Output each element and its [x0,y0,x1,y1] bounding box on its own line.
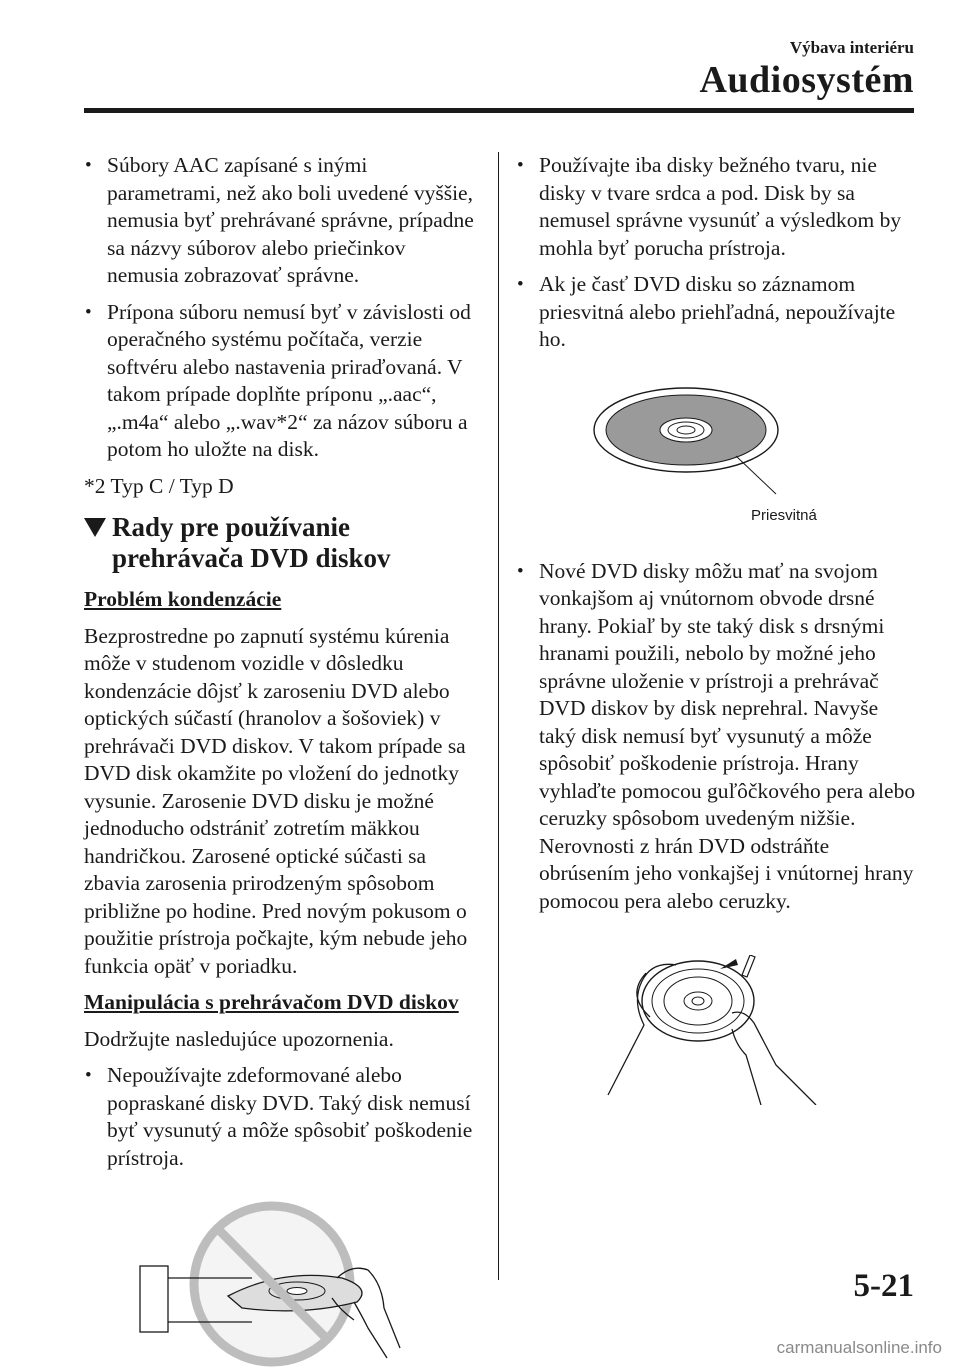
footnote: *2 Typ C / Typ D [84,473,234,498]
column-divider [498,152,499,1280]
list-item: • Ak je časť DVD disku so záznamom priesvitná alebo priehľadná, nepoužívajte ho. [516,271,916,354]
left-column [84,152,480,1368]
list-item: • Nepoužívajte zdeformované alebo popraskané disky DVD. Taký disk nemusí byť vysunutý a môže spôsobiť poškodenie prístroja. [84,1062,480,1172]
section-name: Výbava interiéru [789,38,914,57]
paragraph-handling: Dodržujte nasledujúce upozornenia. [84,1026,394,1051]
subheading-condensation: Problém kondenzácie [84,587,282,611]
list-item: • Používajte iba disky bežného tvaru, nie disky v tvare srdca a pod. Disk by sa nemusel správne vysunúť a výsledkom by mohla byť porucha prístroja. [516,152,916,262]
right-hand-icon [732,1012,816,1105]
list-item: • Nové DVD disky môžu mať na svojom vonkajšom aj vnútornom obvode drsné hrany. Pokiaľ by ste taký disk s drsnými hranami použili, nebolo by možné jeho správne uloženie v prístroji a prehrávač DVD diskov by disk neprehral. Navyše taký disk nemusí byť vysunutý a môže spôsobiť poškodenie prístroja. Hrany vyhlaďte pomocou guľôčkového pera alebo ceruzky spôsobom uvedeným nižšie. Nerovnosti z hrán DVD odstráňte obrúsením jeho vonkajšej i vnútornej hrany pomocou pera alebo ceruzky. [516,558,916,916]
triangle-marker-icon [84,518,106,537]
section-heading [84,512,480,574]
subheading-handling: Manipulácia s prehrávačom DVD diskov [84,990,459,1014]
right-column [516,152,916,1105]
translucent-disc-illustration [586,382,846,532]
header-rule [84,108,914,113]
figure-label: Priesvitná [751,506,817,524]
watermark: carmanualsonline.info [776,1338,942,1357]
list-item: • Súbory AAC zapísané s inými parametrami, než ako boli uvedené vyššie, nemusia byť prehrávané správne, prípadne sa názvy súborov alebo priečinkov nemusia zobrazovať správne. [84,152,480,290]
pen-icon [742,955,755,977]
paragraph-condensation: Bezprostredne po zapnutí systému kúrenia môže v studenom vozidle v dôsledku kondenzácie dôjsť k zaroseniu DVD alebo optických súčastí (hranolov a šošoviek) v prehrávači DVD diskov. V takom prípade sa DVD disk okamžite po vložení do jednotky vysunie. Zarosenie DVD disku je možné jednoducho odstrániť zotretím mäkkou handričkou. Zarosené optické súčasti sa zbavia zarosenia prirodzeným spôsobom približne po hodine. Pred novým pokusom o použitie prístroja počkajte, kým nebude jeho funkcia opäť v poriadku. [84,623,468,978]
no-deformed-disc-illustration [132,1198,432,1368]
page-number: 5-21 [853,1268,914,1304]
section-heading-text: Rady pre používanie prehrávača DVD diskov [112,512,391,573]
page-title: Audiosystém [699,59,914,101]
smoothing-disc-edge-illustration [586,955,846,1105]
list-item: • Prípona súboru nemusí byť v závislosti od operačného systému počítača, verzie softvéru alebo nastavenia priraďovaná. V takom prípade doplňte príponu „.aac“, „.m4a“ alebo „.wav*2“ za názov súboru a potom ho uložte na disk. [84,299,480,464]
